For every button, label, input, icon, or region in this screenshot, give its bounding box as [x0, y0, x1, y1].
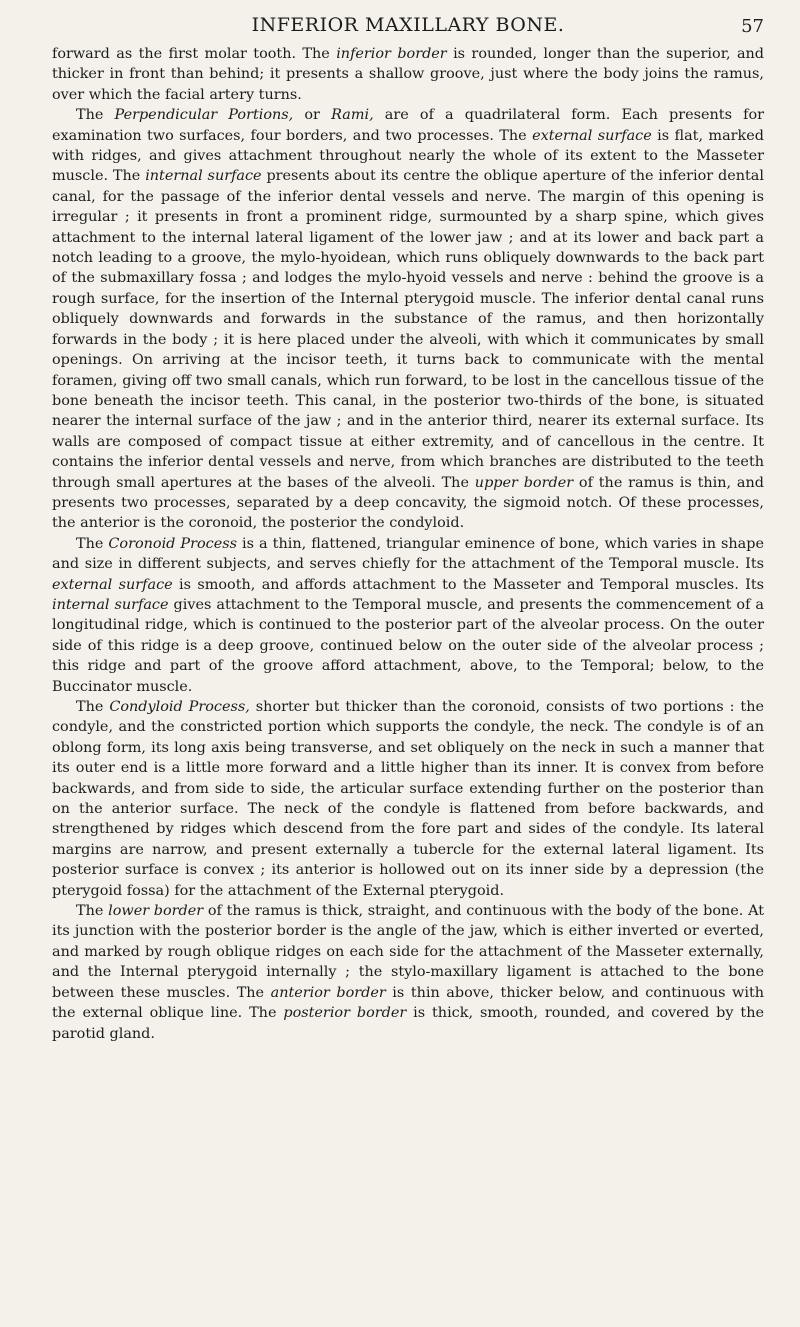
text-run: is thin above, thicker below, and continuous with the external oblique line. The [52, 984, 765, 1022]
text-run: is thick, smooth, rounded, and covered by the parotid gland. [52, 1005, 764, 1042]
text-run: is flat, marked with ridges, and gives attachment throughout nearly the whole of its extent to the Masseter muscle. The [52, 127, 764, 185]
text-run: The [76, 107, 115, 124]
italic-term: Condyloid Process, [109, 699, 250, 715]
running-head: INFERIOR MAXILLARY BONE. [251, 14, 565, 36]
text-run: The [76, 699, 110, 715]
text-run: gives attachment to the Temporal muscle, and presents the commencement of a longitudinal ridge, which is continued to the posterior part of the alveolar process. On the outer side of this ridge is a deep groove, continued below on the outer side of the alveolar process ; this ridge and part of the groove afford attachment, above, to the Temporal; below, to the Buccinator muscle. [52, 596, 764, 695]
italic-term: upper border [474, 474, 574, 491]
text-run: shorter but thicker than the coronoid, consists of two portions : the condyle, and the constricted portion which supports the condyle, the neck. The condyle is of an oblong form, its long axis being transverse, and set obliquely on the neck in such a manner that its outer end is a little more forward and a little higher than its inner. It is convex from before backwards, and from side to side, the articular surface extending further on the posterior than on the anterior surface. The neck of the condyle is flattened from before backwards, and strengthened by ridges which descend from the fore part and sides of the condyle. Its lateral margins are narrow, and present externally a tubercle for the external lateral ligament. Its posterior surface is convex ; its anterior is hollowed out on its inner side by a depression (the pterygoid fossa) for the attachment of the External pterygoid. [52, 699, 764, 899]
italic-term: lower border [108, 903, 204, 920]
text-run: of the ramus is thin, and presents two processes, separated by a deep concavity, the sigmoid notch. Of these processes, the anterior is the coronoid, the posterior the condyloid. [52, 474, 764, 532]
italic-term: Perpendicular Portions, [114, 107, 294, 124]
text-run: of the ramus is thick, straight, and continuous with the body of the bone. At its junction with the posterior border is the angle of the jaw, which is either inverted or everted, and marked by rough oblique ridges on each side for the attachment of the Masseter externally, and the Internal pterygoid internally ; the stylo-maxillary ligament is attached to the bone between these muscles. The [52, 903, 764, 1001]
italic-term: internal surface [52, 596, 169, 613]
italic-term: Coronoid Process [108, 535, 237, 552]
paragraph [52, 697, 764, 901]
paragraph [52, 105, 764, 534]
text-run: is rounded, longer than the superior, and thicker in front than behind; it presents a shallow groove, just where the body joins the ramus, over which the facial artery turns. [52, 46, 765, 103]
italic-term: external surface [52, 576, 173, 593]
italic-term: external surface [532, 127, 652, 144]
paragraph [52, 44, 764, 105]
italic-term: Rami, [331, 107, 374, 124]
paragraph [52, 534, 764, 697]
italic-term: anterior border [270, 984, 386, 1001]
text-run: is a thin, flattened, triangular eminence of bone, which varies in shape and size in different subjects, and serves chiefly for the attachment of the Temporal muscle. Its [52, 535, 764, 573]
text-run: or [293, 107, 332, 124]
text-run: is smooth, and affords attachment to the Masseter and Temporal muscles. Its [172, 576, 764, 593]
italic-term: inferior border [336, 46, 447, 62]
italic-term: internal surface [145, 168, 262, 185]
text-run: are of a quadrilateral form. Each presents for examination two surfaces, four borders, and two processes. The [52, 107, 764, 144]
text-run: The [76, 535, 109, 552]
page-header [52, 6, 764, 44]
italic-term: posterior border [283, 1005, 407, 1022]
text-run: presents about its centre the oblique aperture of the inferior dental canal, for the passage of the inferior dental vessels and nerve. The margin of this opening is irregular ; it presents in front a prominent ridge, surmounted by a sharp spine, which gives attachment to the internal lateral ligament of the lower jaw ; and at its lower and back part a notch leading to a groove, the mylo-hyoidean, which runs obliquely downwards to the back part of the submaxillary fossa ; and lodges the mylo-hyoid vessels and nerve : behind the groove is a rough surface, for the insertion of the Internal pterygoid muscle. The inferior dental canal runs obliquely downwards and forwards in the substance of the ramus, and then horizontally forwards in the body ; it is here placed under the alveoli, with which it communicates by small openings. On arriving at the incisor teeth, it turns back to communicate with the mental foramen, giving off two small canals, which run forward, to be lost in the cancellous tissue of the bone beneath the incisor teeth. This canal, in the posterior two-thirds of the bone, is situated nearer the internal surface of the jaw ; and in the anterior third, nearer its external surface. Its walls are composed of compact tissue at either extremity, and of cancellous in the centre. It contains the inferior dental vessels and nerve, from which branches are distributed to the teeth through small apertures at the bases of the alveoli. The [52, 168, 764, 491]
text-run: forward as the first molar tooth. The [52, 46, 337, 62]
body-text [52, 44, 764, 1044]
paragraph [52, 901, 764, 1044]
page-number: 57 [741, 16, 764, 37]
text-run: The [76, 903, 109, 920]
